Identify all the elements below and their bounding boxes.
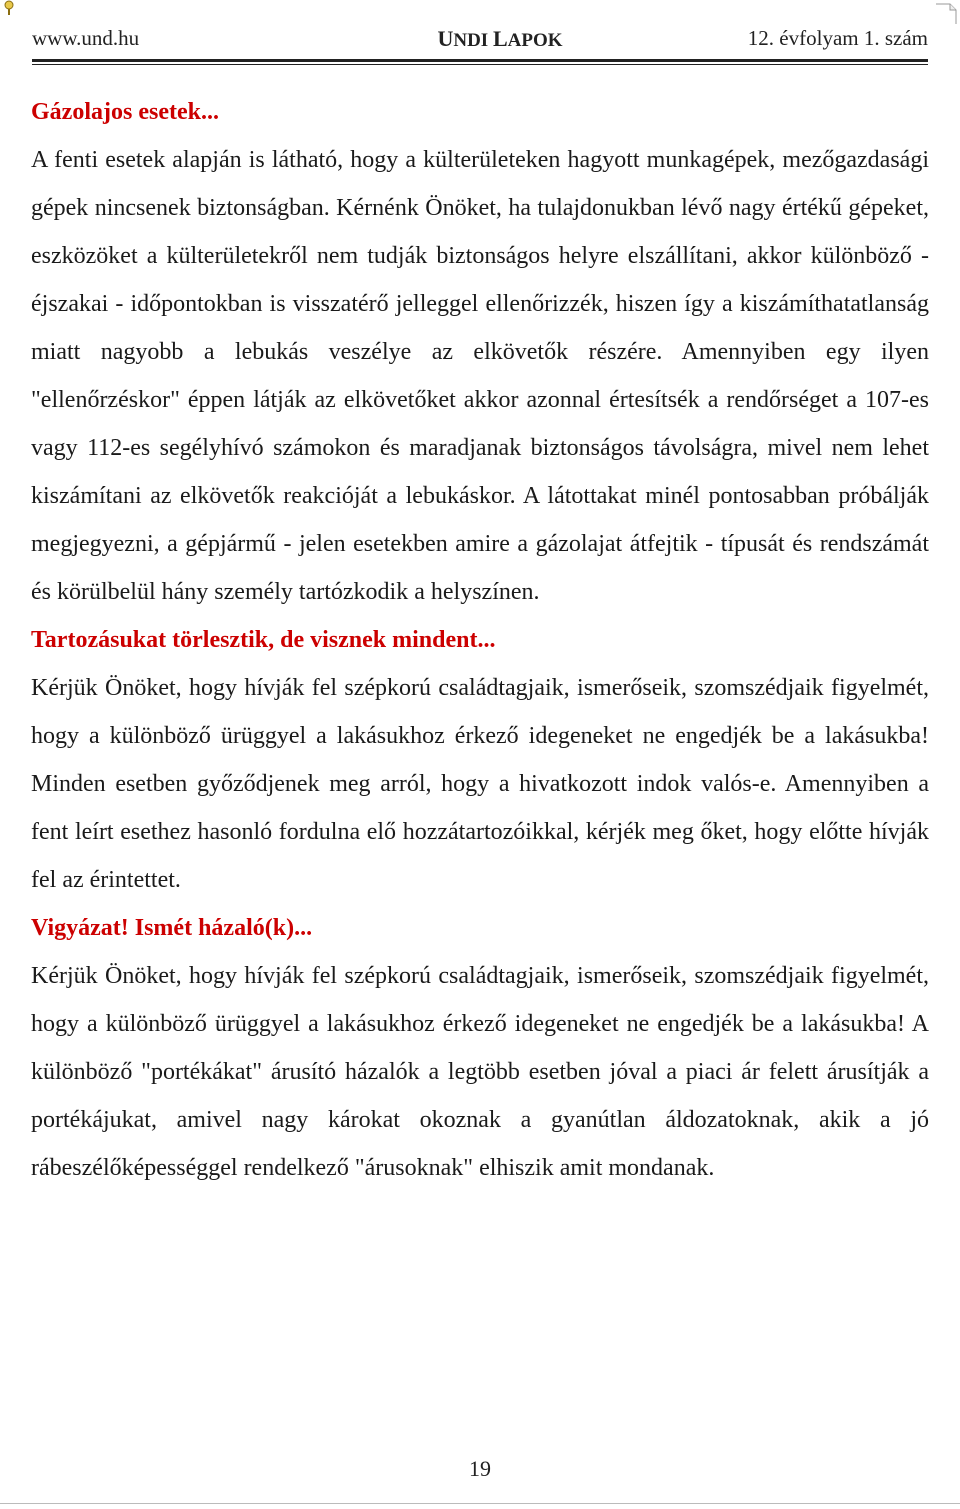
pin-icon xyxy=(2,0,16,16)
site-url: www.und.hu xyxy=(32,26,140,50)
section-heading: Tartozásukat törlesztik, de visznek mindent... xyxy=(31,627,496,653)
page-fold-icon xyxy=(936,2,958,24)
article-body xyxy=(31,88,929,1192)
section-heading: Gázolajos esetek... xyxy=(31,99,219,125)
issue-info: 12. évfolyam 1. szám xyxy=(747,26,928,50)
page-number: 19 xyxy=(469,1456,491,1481)
page-header xyxy=(32,26,928,56)
section-paragraph: Kérjük Önöket, hogy hívják fel szépkorú családtagjaik, ismerőseik, szomszédjaik figyelmét, hogy a különböző ürüggyel a lakásukhoz érkező idegeneket ne engedjék be a lakásukba! Minden esetben győződjenek meg arról, hogy a hivatkozott indok valós-e. Amennyiben a fent leírt esethez hasonló fordulna elő hozzátartozóikkal, kérjék meg őket, hogy előtte hívják fel az érintettet. xyxy=(31,675,929,893)
footer-rule xyxy=(0,1503,960,1504)
section-paragraph: A fenti esetek alapján is látható, hogy a külterületeken hagyott munkagépek, mezőgazdasági gépek nincsenek biztonságban. Kérnénk Önöket, ha tulajdonukban lévő nagy értékű gépeket, eszközöket a külterületekről nem tudják biztonságos helyre elszállítani, akkor különböző - éjszakai - időpontokban is visszatérő jelleggel ellenőrizzék, hiszen így a kiszámíthatatlanság miatt nagyobb a lebukás veszélye az elkövetők részére. Amennyiben egy ilyen "ellenőrzéskor" éppen látják az elkövetőket akkor azonnal értesítsék a rendőrséget a 107-es vagy 112-es segélyhívó számokon és maradjanak biztonságos távolságra, mivel nem lehet kiszámítani az elkövetők reakcióját a lebukáskor. A látottakat minél pontosabban próbálják megjegyezni, a gépjármű - jelen esetekben amire a gázolajat átfejtik - típusát és rendszámát és körülbelül hány személy tartózkodik a helyszínen. xyxy=(31,147,929,605)
section-paragraph: Kérjük Önöket, hogy hívják fel szépkorú családtagjaik, ismerőseik, szomszédjaik figyelmét, hogy a különböző ürüggyel a lakásukhoz érkező idegeneket ne engedjék be a lakásukba! A különböző "portékákat" árusító házalók a legtöbb esetben jóval a piaci ár felett árusítják a portékájukat, amivel nagy károkat okoznak a gyanútlan áldozatoknak, akik a jó rábeszélőképességgel rendelkező "árusoknak" elhiszik amit mondanak. xyxy=(31,963,929,1181)
header-rule-thin xyxy=(32,64,928,65)
section-heading: Vigyázat! Ismét házaló(k)... xyxy=(31,915,313,941)
header-rule xyxy=(32,59,928,62)
publication-title: UNDI LAPOK xyxy=(437,26,563,51)
